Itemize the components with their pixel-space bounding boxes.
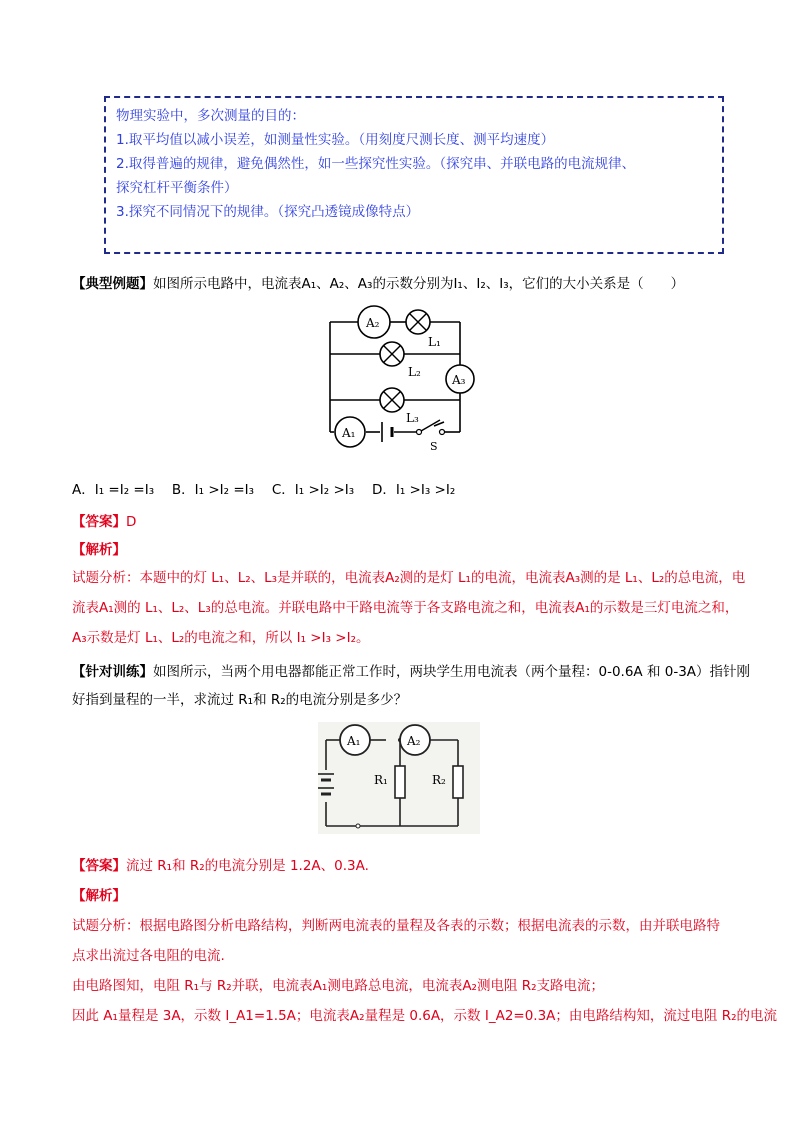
label-l3: L₃: [406, 411, 419, 425]
example-answer-value: D: [126, 514, 137, 530]
example-answer: [72, 512, 136, 532]
training-analysis-line-3: 由电路图知，电阻 R₁与 R₂并联，电流表A₁测电路总电流，电流表A₂测电阻 R₂支路电流；: [72, 978, 605, 994]
label-r2: R₂: [432, 773, 446, 787]
switch-icon: [417, 420, 445, 435]
training-analysis-line-4: 因此 A₁量程是 3A，示数 I_A1=1.5A；电流表A₂量程是 0.6A，示数 I_A2=0.3A；由电路结构知，流过电阻 R₂的电流: [72, 1008, 778, 1024]
note-item-2a: 2.取得普遍的规律，避免偶然性，如一些探究性实验。（探究串、并联电路的电流规律、: [116, 156, 636, 172]
example-answer-tag: 【答案】: [72, 514, 126, 530]
label-a2: A₂: [407, 734, 421, 748]
note-item-1: 1.取平均值以减小误差，如测量性实验。（用刻度尺测长度、测平均速度）: [116, 132, 555, 148]
label-l1: L₁: [428, 335, 441, 349]
example-analysis-line-3: A₃示数是灯 L₁、L₂的电流之和，所以 I₁ >I₃ >I₂。: [72, 630, 370, 646]
circuit-diagram-1: [318, 302, 484, 454]
note-box: [104, 96, 724, 254]
training-question-line-2: 好指到量程的一半，求流过 R₁和 R₂的电流分别是多少？: [72, 692, 408, 708]
lamp-l3-icon: [380, 388, 404, 412]
battery-icon: [382, 422, 392, 442]
label-r1: R₁: [374, 773, 388, 787]
note-item-3: 3.探究不同情况下的规律。（探究凸透镜成像特点）: [116, 204, 420, 220]
training-question-1: 如图所示，当两个用电器都能正常工作时，两块学生用电流表（两个量程：0-0.6A 和 0-3A）指针刚: [153, 664, 751, 680]
note-item-2b: 探究杠杆平衡条件）: [116, 180, 238, 196]
label-l2: L₂: [408, 365, 421, 379]
ammeter-a2: [358, 306, 390, 338]
lamp-l1-icon: [406, 310, 430, 334]
note-title: 物理实验中，多次测量的目的：: [116, 108, 305, 124]
lamp-l2-icon: [380, 342, 404, 366]
training-question-line-1: [72, 662, 750, 682]
example-analysis-line-2: 流表A₁测的 L₁、L₂、L₃的总电流。并联电路中干路电流等于各支路电流之和，电流表A₁的示数是三灯电流之和，: [72, 600, 739, 616]
ammeter-a2: [400, 725, 430, 755]
circuit-diagram-2: [318, 722, 480, 834]
example-question: 如图所示电路中，电流表A₁、A₂、A₃的示数分别为I₁、I₂、I₃，它们的大小关系是（ ）: [153, 276, 685, 292]
ammeter-a3: [446, 365, 474, 393]
label-a1: A₁: [347, 734, 361, 748]
example-tag: 【典型例题】: [72, 276, 153, 292]
example-question-line: [72, 274, 684, 294]
label-a3: A₃: [452, 373, 466, 387]
training-analysis-tag: 【解析】: [72, 888, 126, 904]
example-options: A．I₁ =I₂ =I₃ B．I₁ >I₂ =I₃ C．I₁ >I₂ >I₃ D．I₁ >I₃ >I₂: [72, 482, 456, 498]
training-answer: [72, 856, 369, 876]
training-tag: 【针对训练】: [72, 664, 153, 680]
label-switch: S: [430, 440, 438, 453]
training-analysis-line-2: 点求出流过各电阻的电流.: [72, 948, 225, 964]
training-answer-text: 流过 R₁和 R₂的电流分别是 1.2A、0.3A.: [126, 858, 369, 874]
training-analysis-line-1: 试题分析：根据电路图分析电路结构，判断两电流表的量程及各表的示数；根据电流表的示数，由并联电路特: [72, 918, 720, 934]
example-analysis-line-1: 试题分析：本题中的灯 L₁、L₂、L₃是并联的，电流表A₂测的是灯 L₁的电流，电流表A₃测的是 L₁、L₂的总电流，电: [72, 570, 746, 586]
ammeter-a1: [340, 725, 370, 755]
label-a2: A₂: [366, 316, 380, 330]
example-analysis-tag: 【解析】: [72, 542, 126, 558]
ammeter-a1: [335, 417, 365, 447]
training-answer-tag: 【答案】: [72, 858, 126, 874]
label-a1: A₁: [342, 426, 356, 440]
